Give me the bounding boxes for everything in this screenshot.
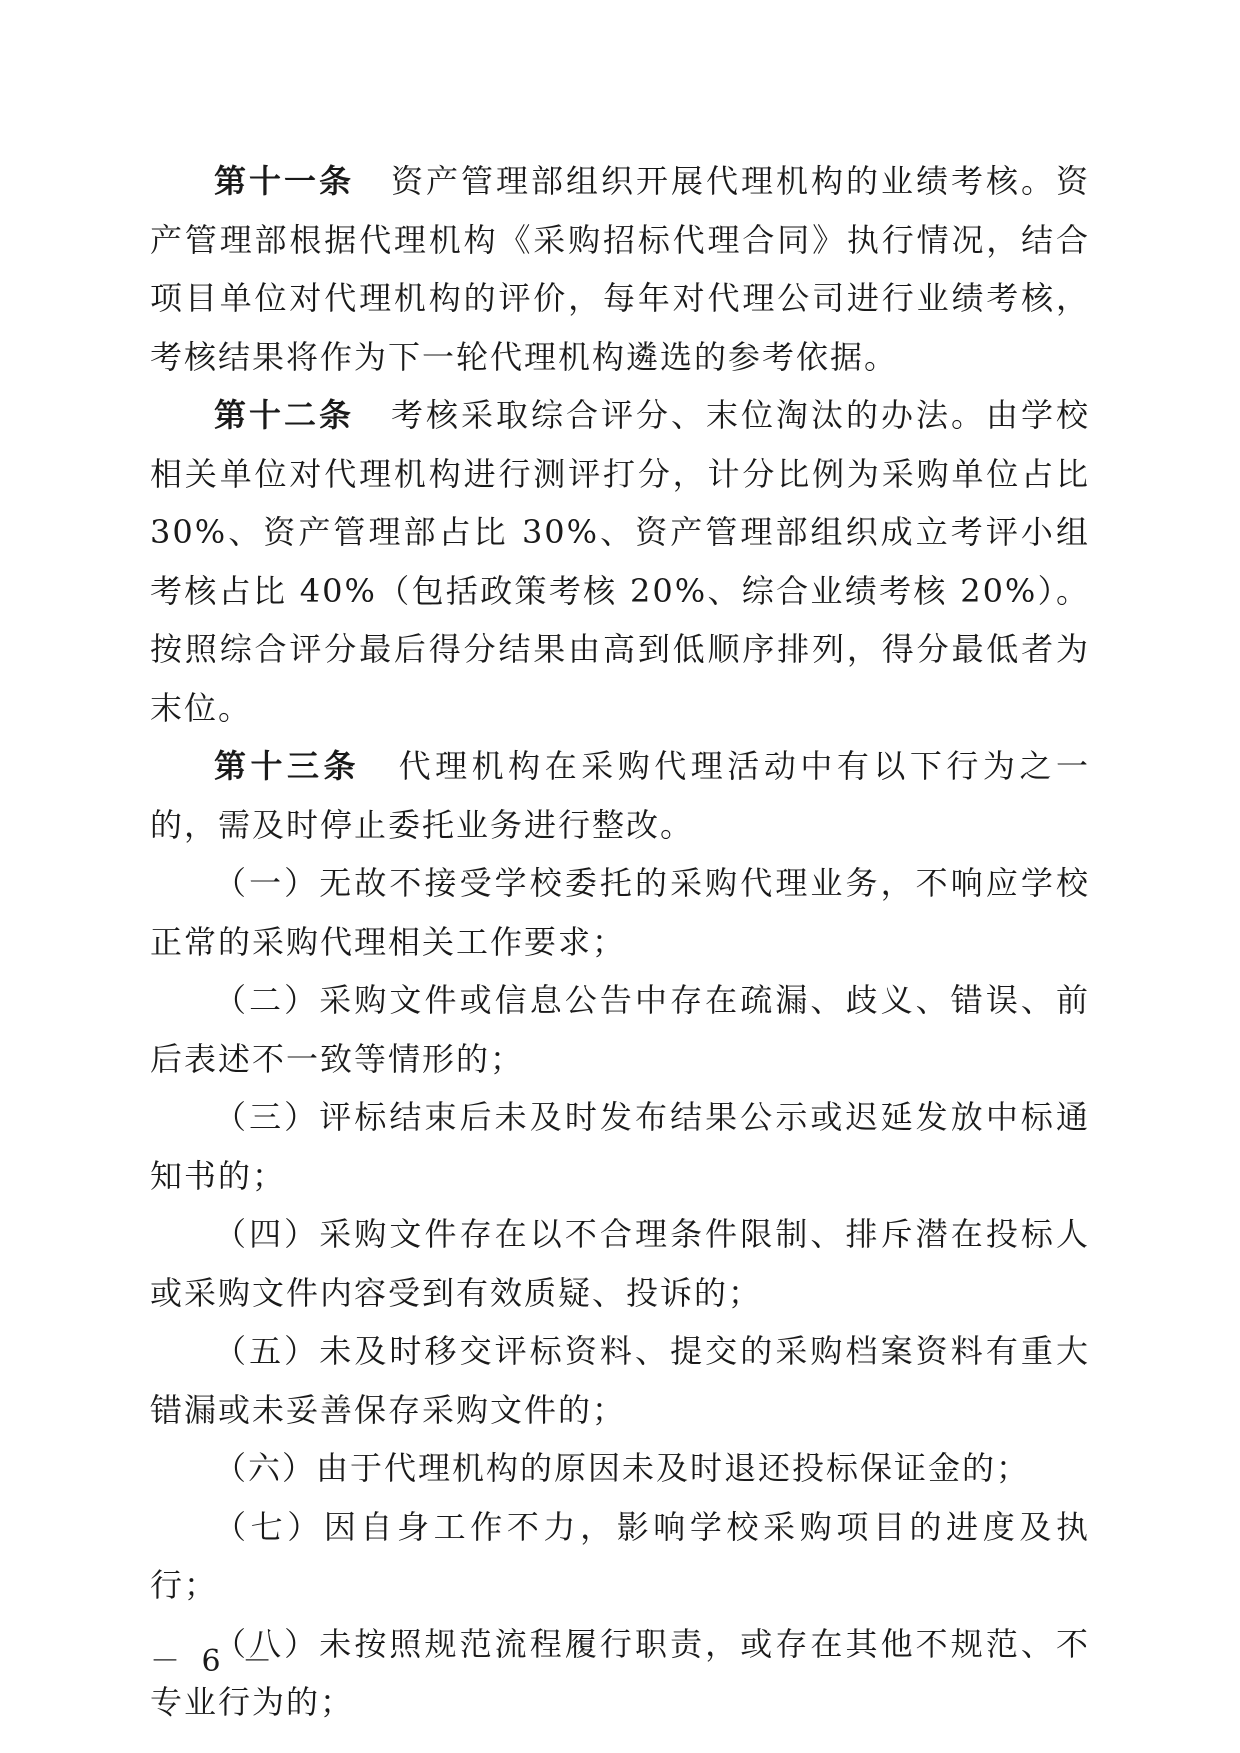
page-number: － 6 － xyxy=(150,1644,279,1679)
article-11-text: 资产管理部组织开展代理机构的业绩考核。资产管理部根据代理机构《采购招标代理合同》执行情况，结合项目单位对代理机构的评价，每年对代理公司进行业绩考核，考核结果将作为下一轮代理机构遴选的参考依据。 xyxy=(150,162,1090,376)
article-12-text: 考核采取综合评分、末位淘汰的办法。由学校相关单位对代理机构进行测评打分，计分比例为采购单位占比 30%、资产管理部占比 30%、资产管理部组织成立考评小组考核占比 40%（包括政策考核 20%、综合业绩考核 20%）。按照综合评分最后得分结果由高到低顺序排列，得分最低者为末位。 xyxy=(150,396,1090,727)
article-12-heading: 第十二条 xyxy=(214,396,354,434)
list-item-8: （八）未按照规范流程履行职责，或存在其他不规范、不专业行为的； xyxy=(150,1624,1090,1721)
list-item-5: （五）未及时移交评标资料、提交的采购档案资料有重大错漏或未妥善保存采购文件的； xyxy=(150,1332,1090,1429)
article-13-heading: 第十三条 xyxy=(214,747,361,785)
list-item-7: （七）因自身工作不力，影响学校采购项目的进度及执行； xyxy=(150,1507,1090,1604)
list-item-6: （六）由于代理机构的原因未及时退还投标保证金的； xyxy=(214,1449,1031,1487)
list-item-2: （二）采购文件或信息公告中存在疏漏、歧义、错误、前后表述不一致等情形的； xyxy=(150,981,1090,1078)
list-item-4: （四）采购文件存在以不合理条件限制、排斥潜在投标人或采购文件内容受到有效质疑、投诉的； xyxy=(150,1215,1090,1312)
article-13 xyxy=(150,737,1090,854)
article-11-heading: 第十一条 xyxy=(214,162,354,200)
list-item-3: （三）评标结束后未及时发布结果公示或迟延发放中标通知书的； xyxy=(150,1098,1090,1195)
list-item-1: （一）无故不接受学校委托的采购代理业务，不响应学校正常的采购代理相关工作要求； xyxy=(150,864,1090,961)
article-12 xyxy=(150,386,1090,737)
document-body xyxy=(150,152,1090,1732)
article-13-text: 代理机构在采购代理活动中有以下行为之一的，需及时停止委托业务进行整改。 xyxy=(150,747,1090,844)
article-11 xyxy=(150,152,1090,386)
